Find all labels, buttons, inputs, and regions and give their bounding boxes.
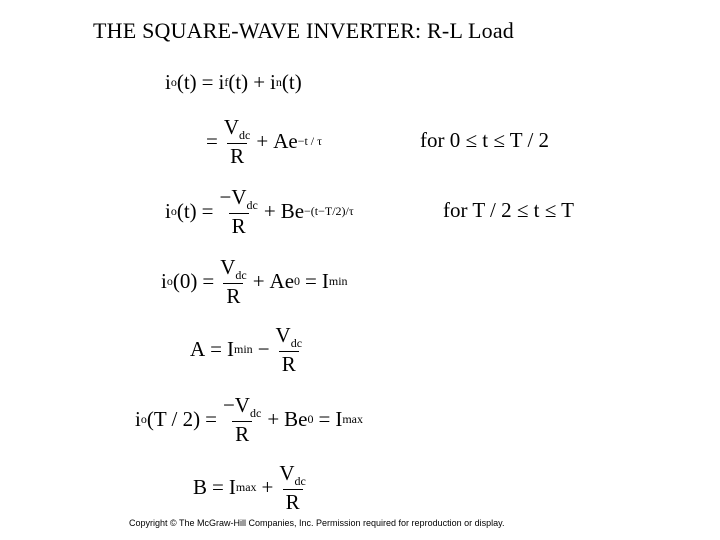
- subscript: dc: [249, 406, 262, 420]
- symbol: V: [279, 461, 295, 485]
- equation-b-coefficient: [193, 462, 312, 513]
- subscript: o: [170, 75, 177, 89]
- condition-second-half: for T / 2 ≤ t ≤ T: [443, 198, 574, 222]
- exponent: −t / τ: [297, 133, 322, 148]
- argument: (t): [281, 70, 302, 94]
- fraction-vdc-over-r: [273, 324, 306, 375]
- equation-initial-condition: [161, 256, 348, 307]
- symbol: I: [335, 406, 343, 431]
- exponent: −(t−T/2)/τ: [304, 203, 354, 218]
- symbol: i: [161, 268, 167, 293]
- equals-sign: =: [305, 268, 317, 293]
- symbol: Be: [284, 406, 308, 431]
- symbol: Be: [280, 198, 305, 223]
- symbol: i: [165, 70, 171, 94]
- equals-sign: =: [202, 268, 215, 293]
- subscript: dc: [290, 336, 303, 350]
- fraction-neg-vdc-over-r: [217, 186, 261, 237]
- fraction-vdc-over-r: [221, 116, 254, 167]
- symbol: i: [135, 406, 141, 431]
- symbol: Ae: [269, 268, 295, 293]
- symbol: R: [227, 143, 247, 167]
- symbol: A: [190, 336, 206, 361]
- subscript: o: [140, 411, 147, 426]
- subscript: dc: [239, 128, 251, 142]
- subscript: o: [166, 273, 173, 288]
- plus-sign: +: [263, 198, 276, 223]
- subscript: n: [275, 75, 282, 89]
- symbol: B: [193, 474, 208, 499]
- symbol: i: [218, 70, 225, 94]
- equation-a-coefficient: [190, 324, 308, 375]
- fraction-neg-vdc-over-r: [220, 394, 264, 445]
- symbol: −V: [222, 393, 250, 417]
- symbol: i: [270, 70, 276, 94]
- subscript: min: [328, 273, 348, 288]
- symbol: V: [223, 115, 240, 139]
- fraction-vdc-over-r: [276, 462, 309, 513]
- equation-current-sum: [165, 70, 302, 95]
- argument: (T / 2): [146, 406, 201, 431]
- symbol: R: [283, 489, 303, 513]
- equals-sign: =: [318, 406, 331, 431]
- symbol: R: [232, 421, 252, 445]
- subscript: max: [342, 411, 363, 426]
- symbol: V: [275, 323, 291, 347]
- condition-first-half: for 0 ≤ t ≤ T / 2: [420, 128, 550, 152]
- symbol: Ae: [273, 128, 298, 153]
- symbol: R: [279, 351, 299, 375]
- plus-sign: +: [256, 128, 269, 153]
- equals-sign: =: [201, 70, 214, 94]
- argument: (t): [176, 70, 197, 94]
- symbol: V: [220, 255, 236, 279]
- equals-sign: =: [206, 128, 218, 153]
- plus-sign: +: [261, 474, 274, 499]
- subscript: dc: [235, 268, 247, 282]
- subscript: max: [235, 479, 257, 494]
- copyright-notice: Copyright © The McGraw-Hill Companies, Inc. Permission required for reproduction or display.: [129, 518, 505, 528]
- plus-sign: +: [252, 268, 265, 293]
- minus-sign: −: [257, 336, 270, 361]
- subscript: min: [234, 341, 253, 356]
- exponent: 0: [307, 411, 314, 426]
- symbol: R: [229, 213, 249, 237]
- argument: (0): [172, 268, 198, 293]
- symbol: −V: [219, 185, 247, 209]
- symbol: I: [321, 268, 329, 293]
- equals-sign: =: [205, 406, 217, 431]
- equation-half-period-condition: [135, 394, 363, 445]
- subscript: dc: [294, 474, 306, 488]
- equation-first-half: [206, 116, 322, 167]
- symbol: I: [228, 474, 236, 499]
- plus-sign: +: [267, 406, 280, 431]
- plus-sign: +: [253, 70, 266, 94]
- symbol: I: [227, 336, 235, 361]
- argument: (t): [228, 70, 249, 94]
- exponent: 0: [294, 273, 301, 288]
- subscript: dc: [246, 198, 258, 212]
- equation-second-half: [165, 186, 354, 237]
- symbol: R: [223, 283, 243, 307]
- argument: (t): [176, 198, 197, 223]
- fraction-vdc-over-r: [217, 256, 250, 307]
- symbol: i: [165, 198, 171, 223]
- slide-title: THE SQUARE-WAVE INVERTER: R-L Load: [93, 18, 514, 43]
- equals-sign: =: [212, 474, 224, 499]
- equals-sign: =: [210, 336, 223, 361]
- subscript: o: [170, 203, 177, 218]
- subscript: f: [224, 75, 229, 89]
- equals-sign: =: [201, 198, 214, 223]
